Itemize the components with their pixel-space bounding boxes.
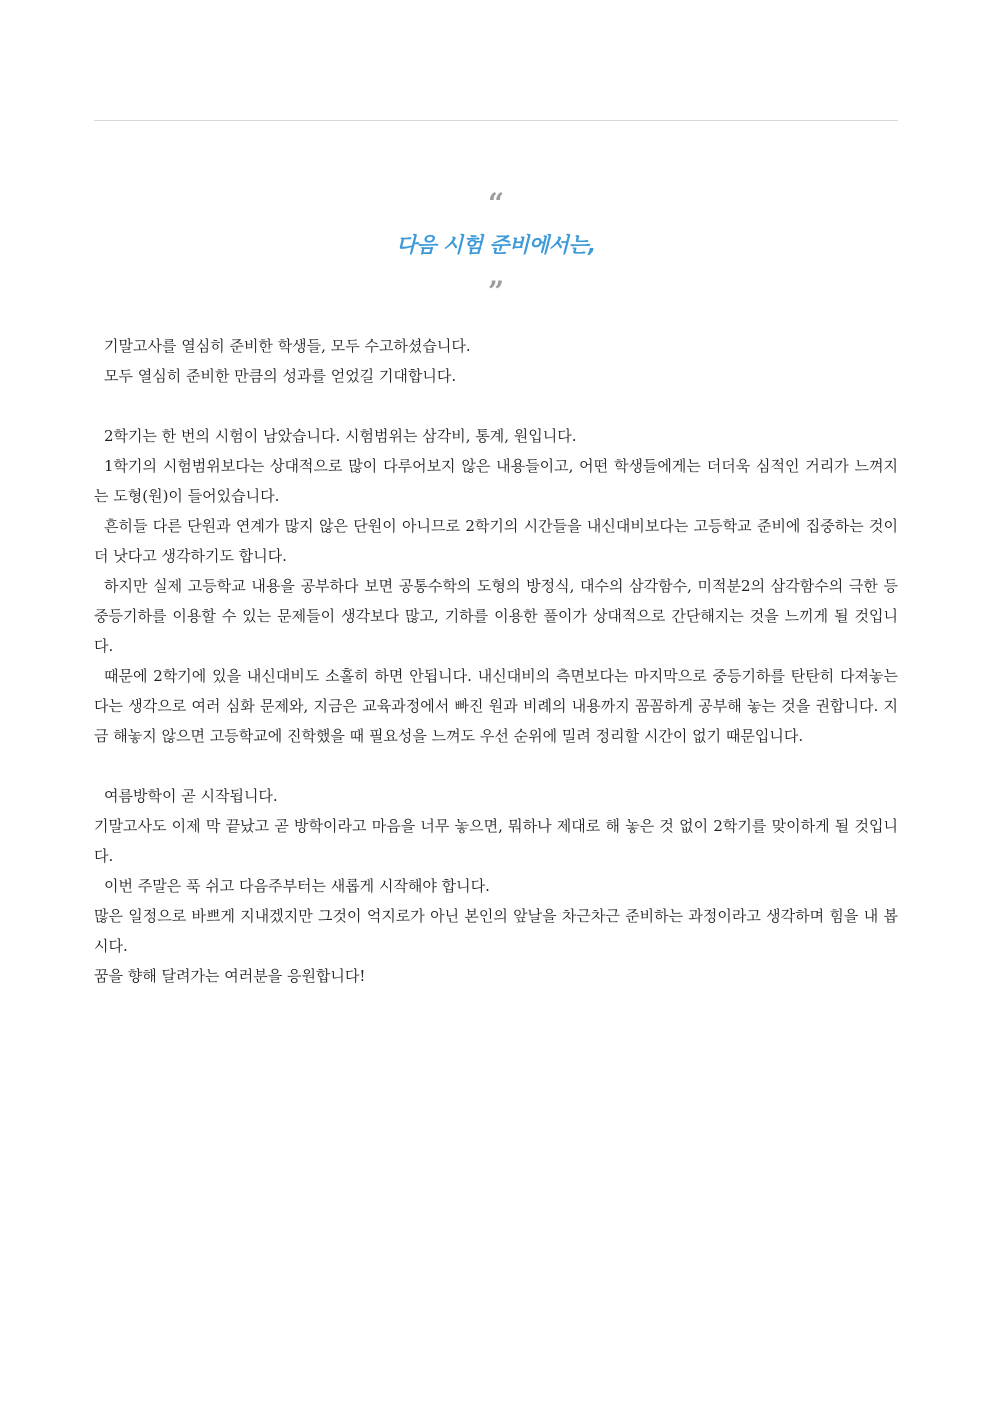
paragraph: 기말고사를 열심히 준비한 학생들, 모두 수고하셨습니다. xyxy=(104,337,471,355)
paragraph: 꿈을 향해 달려가는 여러분을 응원합니다! xyxy=(94,967,366,985)
paragraph: 2학기는 한 번의 시험이 남았습니다. 시험범위는 삼각비, 통계, 원입니다. xyxy=(104,427,577,445)
close-quote-mark: ” xyxy=(487,275,505,308)
paragraph: 때문에 2학기에 있을 내신대비도 소홀히 하면 안됩니다. 내신대비의 측면보다는 마지막으로 중등기하를 탄탄히 다져놓는다는 생각으로 여러 심화 문제와, 지금은 교육과정에서 빠진 원과 비례의 내용까지 꼼꼼하게 공부해 놓는 것을 권합니다. 지금 해놓지 않으면 고등학교에 진학했을 때 필요성을 느껴도 우선 순위에 밀려 정리할 시간이 없기 때문입니다. xyxy=(94,667,898,745)
paragraph: 흔히들 다른 단원과 연계가 많지 않은 단원이 아니므로 2학기의 시간들을 내신대비보다는 고등학교 준비에 집중하는 것이 더 낫다고 생각하기도 합니다. xyxy=(94,517,898,565)
paragraph-gap xyxy=(94,391,898,421)
top-divider xyxy=(94,120,898,121)
paragraph: 이번 주말은 푹 쉬고 다음주부터는 새롭게 시작해야 합니다. xyxy=(104,877,490,895)
page-title: 다음 시험 준비에서는, xyxy=(396,233,596,257)
paragraph: 하지만 실제 고등학교 내용을 공부하다 보면 공통수학의 도형의 방정식, 대수의 삼각함수, 미적분2의 삼각함수의 극한 등 중등기하를 이용할 수 있는 문제들이 생각보다 많고, 기하를 이용한 풀이가 상대적으로 간단해지는 것을 느끼게 될 것입니다. xyxy=(94,577,898,655)
letter-body xyxy=(94,331,898,991)
paragraph: 많은 일정으로 바쁘게 지내겠지만 그것이 억지로가 아닌 본인의 앞날을 차근차근 준비하는 과정이라고 생각하며 힘을 내 봅시다. xyxy=(94,907,898,955)
paragraph: 1학기의 시험범위보다는 상대적으로 많이 다루어보지 않은 내용들이고, 어떤 학생들에게는 더더욱 심적인 거리가 느껴지는 도형(원)이 들어있습니다. xyxy=(94,457,898,505)
paragraph: 기말고사도 이제 막 끝났고 곧 방학이라고 마음을 너무 놓으면, 뭐하나 제대로 해 놓은 것 없이 2학기를 맞이하게 될 것입니다. xyxy=(94,817,898,865)
paragraph: 모두 열심히 준비한 만큼의 성과를 얻었길 기대합니다. xyxy=(104,367,457,385)
open-quote-mark: “ xyxy=(487,187,505,220)
paragraph-gap xyxy=(94,751,898,781)
paragraph: 여름방학이 곧 시작됩니다. xyxy=(104,787,278,805)
